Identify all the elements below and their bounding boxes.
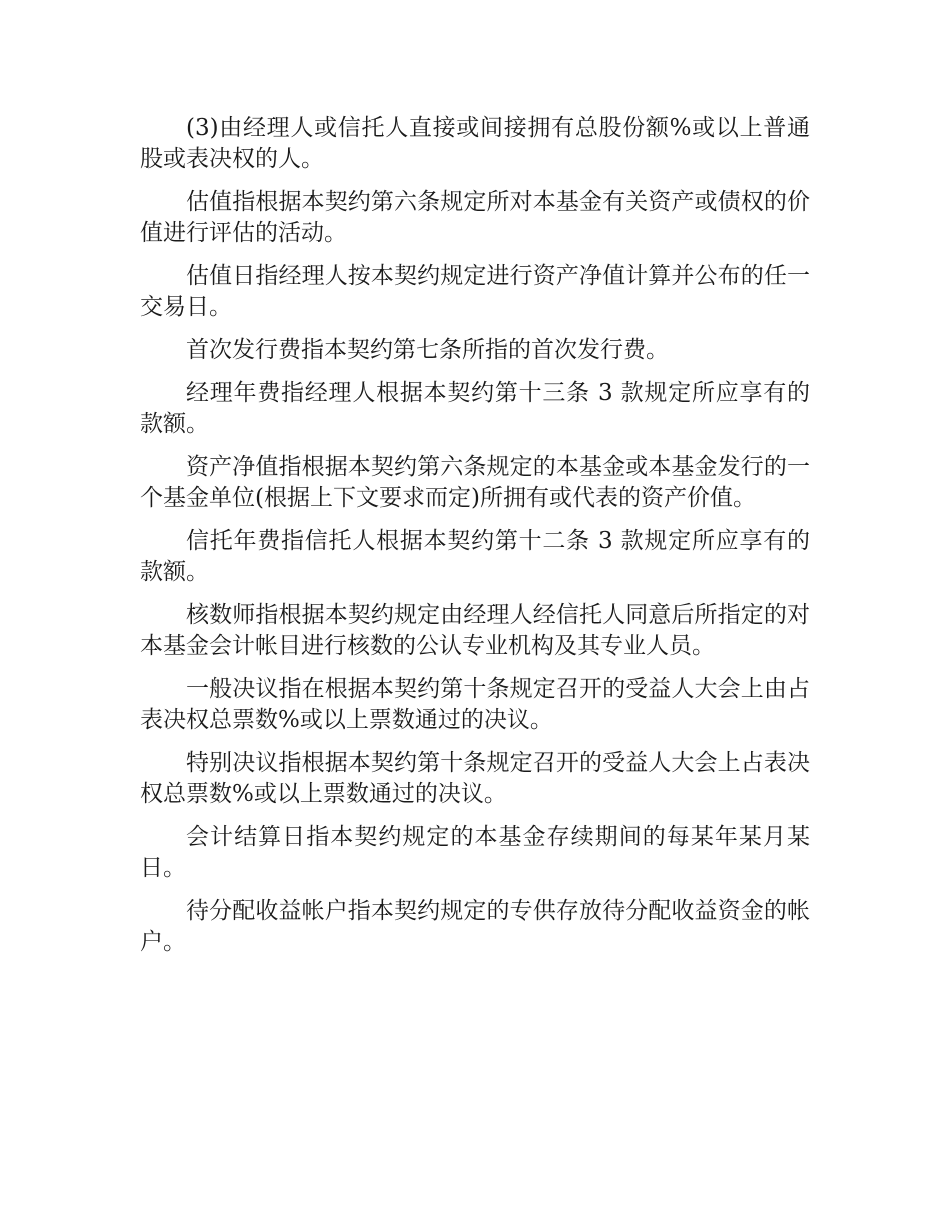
paragraph-auditor: 核数师指根据本契约规定由经理人经信托人同意后所指定的对本基金会计帐目进行核数的公认专业机构及其专业人员。 (140, 602, 810, 659)
paragraph-special-resolution: 特别决议指根据本契约第十条规定召开的受益人大会上占表决权总票数%或以上票数通过的决议。 (140, 750, 810, 807)
paragraph-ordinary-resolution: 一般决议指在根据本契约第十条规定召开的受益人大会上由占表决权总票数%或以上票数通过的决议。 (140, 676, 810, 733)
paragraph-initial-issue-fee: 首次发行费指本契约第七条所指的首次发行费。 (186, 337, 669, 363)
document-body (140, 113, 810, 970)
paragraph-manager-annual-fee: 经理年费指经理人根据本契约第十三条 3 款规定所应享有的款额。 (140, 380, 810, 437)
paragraph-trustee-annual-fee: 信托年费指信托人根据本契约第十二条 3 款规定所应享有的款额。 (140, 528, 810, 585)
paragraph-net-asset-value: 资产净值指根据本契约第六条规定的本基金或本基金发行的一个基金单位(根据上下文要求而定)所拥有或代表的资产价值。 (140, 454, 810, 511)
paragraph-affiliated-person: (3)由经理人或信托人直接或间接拥有总股份额%或以上普通股或表决权的人。 (140, 115, 810, 172)
paragraph-distribution-account: 待分配收益帐户指本契约规定的专供存放待分配收益资金的帐户。 (140, 898, 810, 955)
paragraph-valuation: 估值指根据本契约第六条规定所对本基金有关资产或债权的价值进行评估的活动。 (140, 189, 810, 246)
paragraph-valuation-day: 估值日指经理人按本契约规定进行资产净值计算并公布的任一交易日。 (140, 263, 810, 320)
paragraph-accounting-date: 会计结算日指本契约规定的本基金存续期间的每某年某月某日。 (140, 824, 810, 881)
